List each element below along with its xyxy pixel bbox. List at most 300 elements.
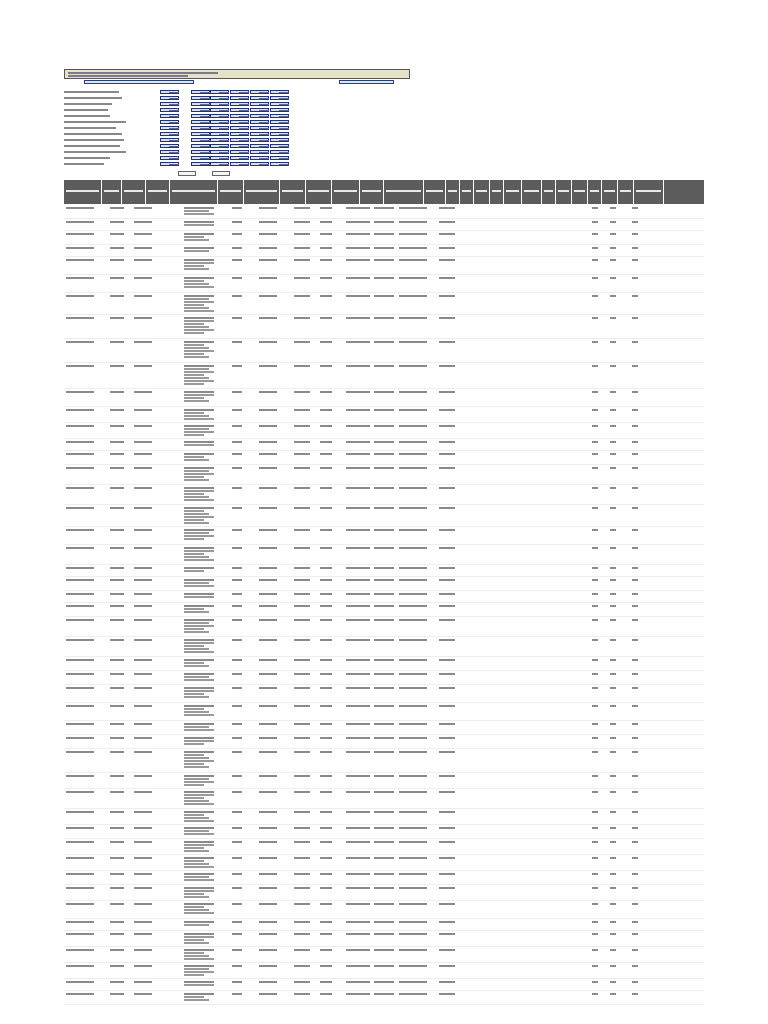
table-cell [592,723,598,725]
address-cell-line [184,519,204,521]
table-row[interactable] [64,854,704,871]
summary-value-cell[interactable] [270,108,289,112]
summary-value-cell[interactable] [230,120,249,124]
summary-value-cell[interactable] [230,96,249,100]
table-cell [399,687,427,689]
table-cell [399,965,427,967]
address-cell-line [184,958,214,960]
address-cell-line [184,479,209,481]
summary-value-cell[interactable] [270,102,289,106]
address-cell-line [184,863,209,865]
table-cell [592,981,598,983]
table-cell [610,441,616,443]
table-cell [134,567,152,569]
table-row[interactable] [64,656,704,671]
table-cell [259,233,277,235]
table-cell [294,365,310,367]
address-cell-line [184,570,204,572]
table-cell [374,207,394,209]
table-cell [184,567,214,569]
table-cell [439,593,455,595]
summary-value-cell[interactable] [230,144,249,148]
table-row[interactable] [64,702,704,721]
table-cell [610,579,616,581]
summary-value-cell[interactable] [270,90,289,94]
summary-value-cell[interactable] [191,156,210,160]
table-cell [66,365,94,367]
table-row[interactable] [64,772,704,789]
table-cell [592,259,598,261]
table-cell [259,811,277,813]
summary-value-cell[interactable] [191,150,210,154]
table-row[interactable] [64,484,704,505]
table-cell [66,659,94,661]
table-cell [632,673,638,675]
summary-value-cell[interactable] [210,162,229,166]
summary-value-cell[interactable] [191,138,210,142]
table-cell [134,791,152,793]
summary-value-cell[interactable] [160,162,179,166]
table-cell [232,965,242,967]
address-cell-line [184,397,204,399]
table-row[interactable] [64,962,704,979]
summary-value-cell[interactable] [191,162,210,166]
summary-value-cell[interactable] [270,96,289,100]
summary-label [64,102,134,105]
summary-value-cell[interactable] [191,108,210,112]
table-cell [610,887,616,889]
table-cell [184,207,214,209]
address-cell-line [184,374,204,376]
column-header [542,180,556,204]
table-cell [110,507,124,509]
table-cell [184,791,214,793]
table-row[interactable] [64,338,704,363]
table-row[interactable] [64,884,704,901]
summary-value-cell[interactable] [160,156,179,160]
table-cell [632,811,638,813]
summary-value-cell[interactable] [160,96,179,100]
table-row[interactable] [64,636,704,657]
table-cell [610,873,616,875]
summary-value-cell[interactable] [230,126,249,130]
table-cell [259,579,277,581]
table-row[interactable] [64,870,704,885]
table-row[interactable] [64,314,704,339]
address-cell-line [184,693,204,695]
address-cell-line [184,820,214,822]
table-cell [374,921,394,923]
summary-value-cell[interactable] [230,162,249,166]
address-cell-line [184,955,209,957]
table-row[interactable] [64,230,704,245]
summary-value-cell[interactable] [191,144,210,148]
summary-value-cell[interactable] [250,102,269,106]
table-cell [439,233,455,235]
table-cell [232,639,242,641]
table-cell [320,277,332,279]
summary-label [64,156,134,159]
table-cell [294,841,310,843]
summary-value-cell[interactable] [270,120,289,124]
table-cell [184,441,214,443]
table-cell [294,687,310,689]
table-cell [66,705,94,707]
summary-value-cell[interactable] [160,138,179,142]
summary-value-cell[interactable] [191,102,210,106]
table-row[interactable] [64,990,704,1005]
table-cell [439,659,455,661]
table-cell [399,529,427,531]
table-row[interactable] [64,748,704,773]
table-cell [294,659,310,661]
summary-value-cell[interactable] [230,156,249,160]
table-cell [66,579,94,581]
summary-value-cell[interactable] [210,90,229,94]
table-cell [259,365,277,367]
table-cell [632,659,638,661]
table-cell [632,873,638,875]
summary-value-cell[interactable] [160,102,179,106]
table-cell [66,687,94,689]
address-cell-line [184,236,204,238]
table-row[interactable] [64,930,704,947]
table-cell [134,687,152,689]
table-cell [320,579,332,581]
table-row[interactable] [64,616,704,637]
table-cell [632,593,638,595]
summary-value-cell[interactable] [210,108,229,112]
table-cell [232,723,242,725]
table-row[interactable] [64,450,704,465]
table-cell [610,247,616,249]
table-cell [232,221,242,223]
summary-value-cell[interactable] [250,120,269,124]
summary-value-cell[interactable] [160,132,179,136]
table-cell [134,811,152,813]
table-cell [184,467,214,469]
table-cell [259,277,277,279]
table-cell [374,409,394,411]
summary-value-cell[interactable] [160,114,179,118]
table-cell [294,887,310,889]
table-cell [346,791,370,793]
table-cell [294,247,310,249]
table-cell [610,529,616,531]
table-cell [439,529,455,531]
table-cell [632,791,638,793]
table-cell [259,933,277,935]
table-cell [184,453,214,455]
summary-value-cell[interactable] [191,96,210,100]
summary-value-cell[interactable] [230,138,249,142]
table-cell [346,341,370,343]
table-cell [374,317,394,319]
summary-value-cell[interactable] [250,156,269,160]
summary-value-cell[interactable] [270,162,289,166]
table-cell [374,857,394,859]
address-cell-line [184,679,214,681]
table-cell [320,811,332,813]
address-cell-line [184,662,204,664]
summary-value-cell[interactable] [270,144,289,148]
table-cell [110,277,124,279]
table-cell [294,425,310,427]
table-cell [66,221,94,223]
table-cell [439,873,455,875]
table-cell [110,453,124,455]
table-cell [632,295,638,297]
table-cell [320,547,332,549]
address-cell-line [184,535,214,537]
table-cell [346,365,370,367]
table-cell [184,639,214,641]
table-cell [320,425,332,427]
table-cell [259,873,277,875]
table-cell [632,887,638,889]
summary-value-cell[interactable] [230,108,249,112]
table-cell [374,965,394,967]
table-cell [294,221,310,223]
address-cell-line [184,714,214,716]
table-cell [259,981,277,983]
table-row[interactable] [64,576,704,591]
summary-value-cell[interactable] [270,114,289,118]
table-cell [439,751,455,753]
table-row[interactable] [64,464,704,485]
table-cell [346,841,370,843]
table-cell [592,317,598,319]
summary-value-cell[interactable] [210,156,229,160]
table-row[interactable] [64,406,704,423]
table-cell [294,391,310,393]
table-cell [610,811,616,813]
table-cell [346,659,370,661]
address-cell-line [184,778,209,780]
table-cell [134,639,152,641]
table-cell [232,993,242,995]
summary-value-cell[interactable] [191,126,210,130]
address-cell-line [184,690,214,692]
table-cell [66,775,94,777]
summary-value-cell[interactable] [250,126,269,130]
address-cell-line [184,651,214,653]
summary-value-cell[interactable] [230,90,249,94]
table-cell [294,317,310,319]
table-cell [134,887,152,889]
summary-value-cell[interactable] [250,90,269,94]
table-cell [232,949,242,951]
column-header [146,180,170,204]
table-cell [294,705,310,707]
summary-value-cell[interactable] [191,90,210,94]
table-row[interactable] [64,602,704,617]
address-cell-line [184,239,209,241]
table-cell [439,791,455,793]
table-cell [439,619,455,621]
table-row[interactable] [64,900,704,919]
table-row[interactable] [64,788,704,809]
address-cell-line [184,860,204,862]
summary-value-cell[interactable] [250,108,269,112]
table-cell [346,247,370,249]
summary-label [64,120,134,123]
prev-button[interactable] [178,171,196,176]
address-cell-line [184,516,214,518]
table-row[interactable] [64,808,704,825]
company-name-field[interactable] [84,80,194,84]
summary-label [64,138,134,141]
summary-value-cell[interactable] [250,144,269,148]
table-cell [399,949,427,951]
table-cell [134,507,152,509]
summary-value-cell[interactable] [250,162,269,166]
summary-value-cell[interactable] [160,120,179,124]
table-cell [439,547,455,549]
table-cell [232,467,242,469]
table-cell [66,425,94,427]
table-cell [66,341,94,343]
table-cell [632,933,638,935]
table-cell [592,277,598,279]
table-row[interactable] [64,362,704,389]
table-cell [346,207,370,209]
summary-value-cell[interactable] [270,150,289,154]
summary-value-cell[interactable] [270,138,289,142]
table-row[interactable] [64,734,704,749]
table-cell [592,453,598,455]
summary-value-cell[interactable] [250,96,269,100]
table-cell [320,605,332,607]
summary-value-cell[interactable] [270,156,289,160]
table-cell [294,751,310,753]
table-row[interactable] [64,670,704,685]
table-cell [110,221,124,223]
table-cell [632,965,638,967]
table-cell [346,827,370,829]
address-cell-line [184,596,214,598]
table-row[interactable] [64,504,704,527]
summary-value-cell[interactable] [250,114,269,118]
summary-value-cell[interactable] [210,114,229,118]
table-row[interactable] [64,274,704,293]
summary-value-cell[interactable] [230,150,249,154]
summary-value-cell[interactable] [160,144,179,148]
table-cell [346,981,370,983]
table-cell [592,673,598,675]
summary-value-cell[interactable] [160,90,179,94]
table-cell [134,247,152,249]
table-cell [374,507,394,509]
summary-value-cell[interactable] [270,132,289,136]
table-cell [294,453,310,455]
table-cell [320,687,332,689]
summary-value-cell[interactable] [191,132,210,136]
table-cell [184,259,214,261]
table-cell [66,441,94,443]
table-row[interactable] [64,946,704,963]
table-cell [232,827,242,829]
table-cell [184,933,214,935]
summary-value-cell[interactable] [210,120,229,124]
summary-value-cell[interactable] [160,108,179,112]
table-row[interactable] [64,544,704,565]
date-field[interactable] [339,80,394,84]
summary-value-cell[interactable] [210,96,229,100]
summary-value-cell[interactable] [191,114,210,118]
table-row[interactable] [64,684,704,703]
table-cell [632,207,638,209]
address-cell-line [184,470,209,472]
summary-value-cell[interactable] [230,114,249,118]
table-cell [610,841,616,843]
table-cell [259,827,277,829]
table-cell [346,425,370,427]
table-cell [66,857,94,859]
address-cell-line [184,320,214,322]
table-row[interactable] [64,838,704,855]
table-cell [592,425,598,427]
summary-value-cell[interactable] [210,132,229,136]
summary-value-cell[interactable] [230,102,249,106]
summary-value-cell[interactable] [160,150,179,154]
summary-value-cell[interactable] [230,132,249,136]
table-cell [592,341,598,343]
summary-value-cell[interactable] [210,138,229,142]
summary-value-cell[interactable] [250,132,269,136]
summary-value-cell[interactable] [210,150,229,154]
address-cell-line [184,876,209,878]
table-cell [346,409,370,411]
table-cell [294,619,310,621]
address-cell-line [184,383,204,385]
table-row[interactable] [64,256,704,275]
next-button[interactable] [212,171,230,176]
summary-value-cell[interactable] [191,120,210,124]
table-row[interactable] [64,720,704,735]
table-row[interactable] [64,824,704,839]
table-cell [134,827,152,829]
table-cell [632,751,638,753]
table-cell [610,277,616,279]
table-cell [399,259,427,261]
table-cell [134,453,152,455]
table-cell [66,873,94,875]
summary-value-cell[interactable] [250,138,269,142]
table-cell [320,317,332,319]
table-cell [374,723,394,725]
table-cell [592,467,598,469]
table-row[interactable] [64,388,704,407]
table-row[interactable] [64,204,704,219]
table-row[interactable] [64,422,704,439]
table-cell [592,921,598,923]
summary-value-cell[interactable] [160,126,179,130]
table-cell [399,737,427,739]
summary-value-cell[interactable] [210,144,229,148]
table-cell [592,295,598,297]
summary-value-cell[interactable] [270,126,289,130]
table-cell [374,277,394,279]
table-cell [110,933,124,935]
summary-value-cell[interactable] [210,126,229,130]
table-row[interactable] [64,292,704,315]
summary-value-cell[interactable] [250,150,269,154]
summary-value-cell[interactable] [210,102,229,106]
table-cell [294,579,310,581]
table-row[interactable] [64,526,704,545]
table-cell [134,365,152,367]
